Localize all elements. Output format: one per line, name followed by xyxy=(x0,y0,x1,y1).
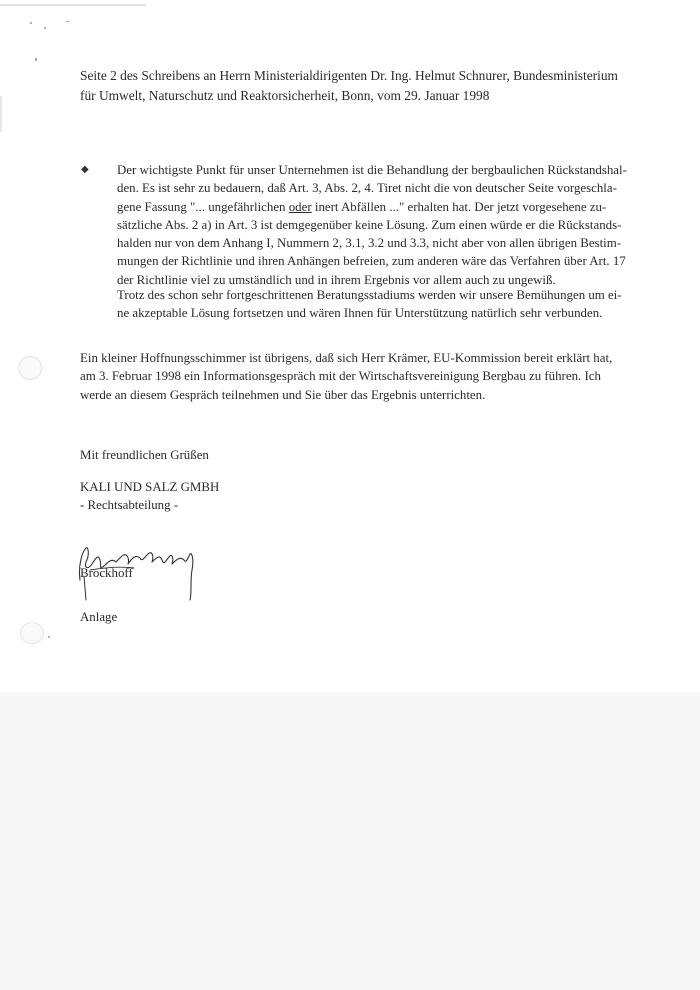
scan-speck xyxy=(66,21,69,22)
text-line: Trotz des schon sehr fortgeschrittenen Beratungsstadiums werden wir unsere Bemühungen um ei- xyxy=(117,288,622,302)
text-line: werde an diesem Gespräch teilnehmen und Sie über das Ergebnis unterrichten. xyxy=(80,387,486,402)
punch-hole xyxy=(20,622,44,644)
hope-paragraph xyxy=(80,349,690,404)
scan-edge xyxy=(0,4,146,6)
signer-name: Brockhoff xyxy=(80,566,133,580)
diamond-bullet-icon: ◆ xyxy=(81,164,89,175)
scan-speck xyxy=(35,58,37,61)
scan-speck xyxy=(30,22,32,24)
text-line: ne akzeptable Lösung fortsetzen und wären Ihnen für Unterstützung natürlich sehr verbunden. xyxy=(117,306,603,321)
text-line: am 3. Februar 1998 ein Informationsgespräch mit der Wirtschaftsvereinigung Bergbau zu führen. Ich xyxy=(80,369,601,384)
department-name: - Rechtsabteilung - xyxy=(80,498,179,512)
text-line: den. Es ist sehr zu bedauern, daß Art. 3, Abs. 2, 4. Tiret nicht die von deutscher Seite vorgeschla- xyxy=(117,181,617,196)
bullet-paragraph xyxy=(117,161,697,289)
text-line: der Richtlinie viel zu umständlich und in ihrem Ergebnis vor allem auch zu ungewiß. xyxy=(117,272,556,287)
text-line: Ein kleiner Hoffnungsschimmer ist übrigens, daß sich Herr Krämer, EU-Kommission bereit erklärt hat, xyxy=(80,351,613,365)
text-line xyxy=(117,198,697,216)
page-header xyxy=(80,66,680,106)
scan-speck xyxy=(48,636,50,638)
underlined-word: oder xyxy=(288,199,312,214)
followup-paragraph xyxy=(117,286,697,323)
scan-speck xyxy=(44,27,46,29)
punch-hole xyxy=(18,356,42,380)
text-line: halden nur von dem Anhang I, Nummern 2, 3.1, 3.2 und 3.3, nicht aber von allen übrigen Bestim- xyxy=(117,236,622,251)
header-line: Seite 2 des Schreibens an Herrn Ministerialdirigenten Dr. Ing. Helmut Schnurer, Bundesministerium xyxy=(80,68,618,83)
scan-shade xyxy=(0,692,700,990)
header-line: für Umwelt, Naturschutz und Reaktorsicherheit, Bonn, vom 29. Januar 1998 xyxy=(80,88,490,103)
text-segment: inert Abfällen ..." erhalten hat. Der jetzt vorgesehene zu- xyxy=(311,199,607,214)
text-line: Der wichtigste Punkt für unser Unternehmen ist die Behandlung der bergbaulichen Rückstandshal- xyxy=(117,163,627,177)
company-name: KALI UND SALZ GMBH xyxy=(80,480,220,494)
enclosure-label: Anlage xyxy=(80,610,118,624)
text-line: sätzliche Abs. 2 a) in Art. 3 ist demgegenüber keine Lösung. Zum einen würde er die Rückstands- xyxy=(117,217,622,232)
text-segment: gene Fassung "... ungefährlichen xyxy=(117,199,289,214)
scan-edge-mark xyxy=(0,96,2,132)
text-line: mungen der Richtlinie und ihren Anhängen befreien, zum anderen wäre das Verfahren über Art. 17 xyxy=(117,254,626,269)
greeting: Mit freundlichen Grüßen xyxy=(80,448,209,462)
